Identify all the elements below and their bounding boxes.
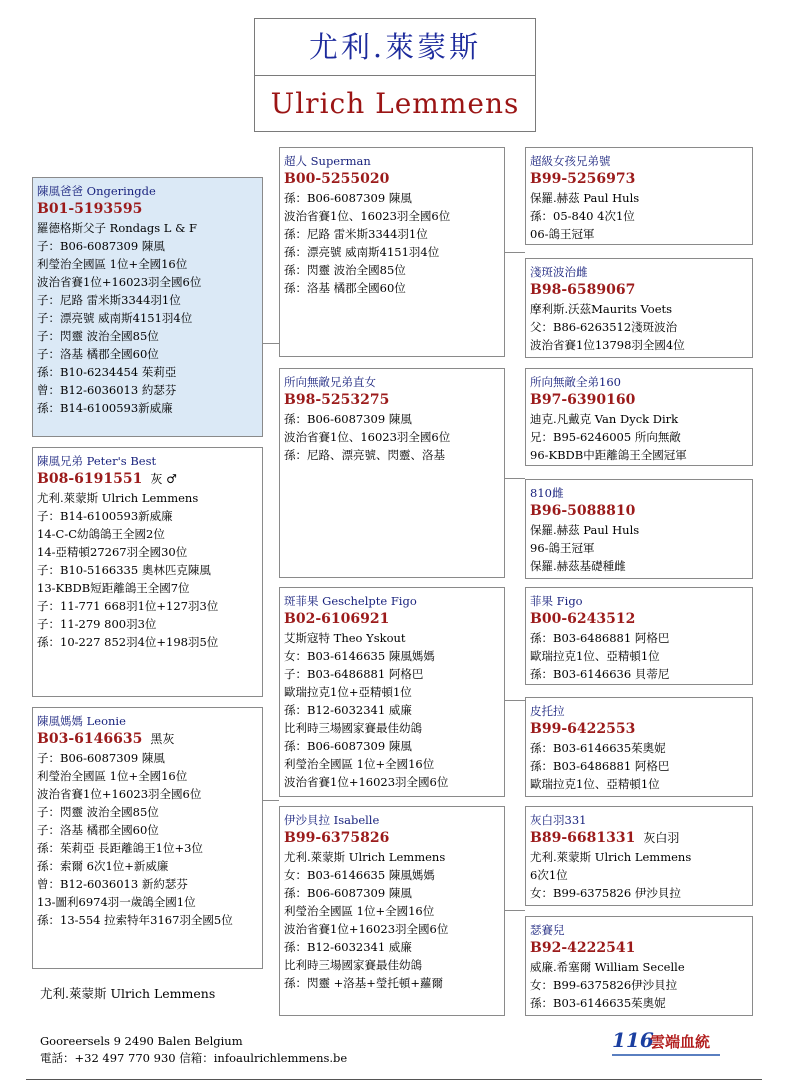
sire-brother-box bbox=[32, 447, 263, 697]
dds-lines bbox=[530, 848, 748, 902]
detail-line: 歐瑞拉克1位、亞精頓1位 bbox=[530, 649, 660, 663]
dsd-box bbox=[525, 697, 753, 797]
detail-line: 波治省賽1位+16023羽全國6位 bbox=[284, 775, 449, 789]
detail-line: 14-C-C幼鴿鴿王全國2位 bbox=[37, 527, 165, 541]
detail-line: 孫：索爾 6次1位+新威廉 bbox=[37, 859, 169, 873]
detail-line: 子：尼路 雷米斯3344羽1位 bbox=[37, 293, 181, 307]
dam-sire-lines bbox=[284, 629, 500, 791]
dsd-ring: B99-6422553 bbox=[530, 721, 636, 737]
detail-line: 孫：閃靈 波治全國85位 bbox=[284, 263, 406, 277]
detail-line: 子：B06-6087309 陳風 bbox=[37, 239, 165, 253]
connector bbox=[505, 910, 525, 911]
sds-lines bbox=[530, 410, 748, 464]
detail-line: 孫：B10-6234454 茱莉亞 bbox=[37, 365, 177, 379]
detail-line: 子：閃靈 波治全國85位 bbox=[37, 805, 159, 819]
sdd-ring: B96-5088810 bbox=[530, 503, 636, 519]
detail-line: 子：洛基 橘郡全國60位 bbox=[37, 347, 159, 361]
detail-line: 女：B99-6375826 伊沙貝拉 bbox=[530, 886, 681, 900]
detail-line: 兄：B95-6246005 所向無敵 bbox=[530, 430, 681, 444]
detail-line: 孫：尼路 雷米斯3344羽1位 bbox=[284, 227, 428, 241]
detail-line: 曾：B12-6036013 約瑟芬 bbox=[37, 383, 177, 397]
sire-lines bbox=[37, 219, 258, 417]
connector bbox=[505, 252, 525, 253]
detail-line: 女：B03-6146635 陳風媽媽 bbox=[284, 649, 435, 663]
dam-lines bbox=[37, 749, 258, 929]
detail-line: 13-圖利6974羽一歲鴿全國1位 bbox=[37, 895, 196, 909]
ddd-name: 瑟賽兒 bbox=[530, 923, 565, 937]
sds-name: 所向無敵全弟160 bbox=[530, 375, 621, 389]
detail-line: 女：B99-6375826伊沙貝拉 bbox=[530, 978, 678, 992]
detail-line: 子：閃靈 波治全國85位 bbox=[37, 329, 159, 343]
detail-line: 孫：13-554 拉索特年3167羽全國5位 bbox=[37, 913, 233, 927]
detail-line: 保羅.赫茲基礎種雌 bbox=[530, 559, 626, 573]
detail-line: 子：B14-6100593新威廉 bbox=[37, 509, 173, 523]
sire-sire-lines bbox=[284, 189, 500, 297]
sss-name: 超級女孩兄弟號 bbox=[530, 154, 611, 168]
detail-line: 尤利.萊蒙斯 Ulrich Lemmens bbox=[530, 850, 692, 864]
detail-line: 子：B10-5166335 奧林匹克陳風 bbox=[37, 563, 211, 577]
dam-dam-box bbox=[279, 806, 505, 1016]
detail-line: 孫：05-840 4次1位 bbox=[530, 209, 635, 223]
detail-line: 子：11-279 800羽3位 bbox=[37, 617, 157, 631]
sire-brother-ring: B08-6191551 灰 ♂ bbox=[37, 471, 177, 487]
detail-line: 波治省賽1位、16023羽全國6位 bbox=[284, 209, 451, 223]
breeder-signature: 尤利.萊蒙斯 Ulrich Lemmens bbox=[40, 986, 216, 1001]
detail-line: 父：B86-6263512淺斑波治 bbox=[530, 320, 678, 334]
detail-line: 子：11-771 668羽1位+127羽3位 bbox=[37, 599, 219, 613]
breeder-contact: 電話：+32 497 770 930 信箱：infoaulrichlemmens.be bbox=[40, 1051, 348, 1065]
dsd-name: 皮托拉 bbox=[530, 704, 565, 718]
detail-line: 尤利.萊蒙斯 Ulrich Lemmens bbox=[37, 491, 199, 505]
detail-line: 孫：B03-6146635茱奧妮 bbox=[530, 996, 666, 1010]
detail-line: 孫：漂亮號 威南斯4151羽4位 bbox=[284, 245, 440, 259]
detail-line: 孫：閃靈 +洛基+瑩托頓+蘿爾 bbox=[284, 976, 444, 990]
sdd-box bbox=[525, 479, 753, 579]
detail-line: 利瑩治全國區 1位+全國16位 bbox=[284, 904, 435, 918]
detail-line: 孫：B03-6146636 貝蒂尼 bbox=[530, 667, 670, 681]
detail-line: 迪克.凡戴克 Van Dyck Dirk bbox=[530, 412, 679, 426]
detail-line: 波治省賽1位+16023羽全國6位 bbox=[284, 922, 449, 936]
pigeon-name-chinese: 尤利.萊蒙斯 bbox=[255, 19, 535, 76]
dsd-lines bbox=[530, 739, 748, 793]
detail-line: 波治省賽1位、16023羽全國6位 bbox=[284, 430, 451, 444]
title-box bbox=[254, 18, 536, 132]
sire-dam-lines bbox=[284, 410, 500, 464]
sire-dam-name: 所向無敵兄弟直女 bbox=[284, 375, 376, 389]
detail-line: 孫：B03-6146635茱奧妮 bbox=[530, 741, 666, 755]
dss-lines bbox=[530, 629, 748, 683]
dam-dam-name: 伊沙貝拉 Isabelle bbox=[284, 813, 380, 827]
sire-dam-ring: B98-5253275 bbox=[284, 392, 390, 408]
sdd-name: 810雌 bbox=[530, 486, 564, 500]
dam-sire-ring: B02-6106921 bbox=[284, 611, 390, 627]
dds-box bbox=[525, 806, 753, 906]
sire-ring: B01-5193595 bbox=[37, 201, 143, 217]
detail-line: 波治省賽1位13798羽全國4位 bbox=[530, 338, 685, 352]
detail-line: 96-KBDB中距離鴿王全國冠軍 bbox=[530, 448, 687, 462]
pigeon-name-english: Ulrich Lemmens bbox=[270, 87, 520, 120]
dam-dam-ring: B99-6375826 bbox=[284, 830, 390, 846]
detail-line: 孫：B14-6100593新威廉 bbox=[37, 401, 173, 415]
detail-line: 孫：B12-6032341 威廉 bbox=[284, 940, 412, 954]
breeder-address: Gooreersels 9 2490 Balen Belgium bbox=[40, 1034, 243, 1048]
dam-name: 陳風媽媽 Leonie bbox=[37, 714, 126, 728]
detail-line: 06-鴿王冠軍 bbox=[530, 227, 595, 241]
connector bbox=[505, 478, 525, 479]
dam-ring: B03-6146635 黑灰 bbox=[37, 731, 175, 747]
detail-line: 歐瑞拉克1位+亞精頓1位 bbox=[284, 685, 412, 699]
detail-line: 孫：洛基 橘郡全國60位 bbox=[284, 281, 406, 295]
sdd-lines bbox=[530, 521, 748, 575]
detail-line: 保羅.赫茲 Paul Huls bbox=[530, 523, 640, 537]
detail-line: 6次1位 bbox=[530, 868, 568, 882]
dds-name: 灰白羽331 bbox=[530, 813, 587, 827]
detail-line: 波治省賽1位+16023羽全國6位 bbox=[37, 275, 202, 289]
detail-line: 艾斯寇特 Theo Yskout bbox=[284, 631, 406, 645]
detail-line: 子：B06-6087309 陳風 bbox=[37, 751, 165, 765]
detail-line: 子：B03-6486881 阿格巴 bbox=[284, 667, 424, 681]
dam-box bbox=[32, 707, 263, 969]
connector bbox=[263, 343, 279, 344]
sire-sire-name: 超人 Superman bbox=[284, 154, 371, 168]
detail-line: 比利時三場國家賽最佳幼鴿 bbox=[284, 721, 422, 735]
sds-box bbox=[525, 368, 753, 466]
dam-sire-name: 斑菲果 Geschelpte Figo bbox=[284, 594, 417, 608]
sss-lines bbox=[530, 189, 748, 243]
sire-box bbox=[32, 177, 263, 437]
ddd-ring: B92-4222541 bbox=[530, 940, 636, 956]
sss-box bbox=[525, 147, 753, 245]
ddd-box bbox=[525, 916, 753, 1016]
detail-line: 孫：B06-6087309 陳風 bbox=[284, 412, 412, 426]
detail-line: 孫：B03-6486881 阿格巴 bbox=[530, 631, 670, 645]
detail-line: 子：洛基 橘郡全國60位 bbox=[37, 823, 159, 837]
detail-line: 孫：B06-6087309 陳風 bbox=[284, 191, 412, 205]
detail-line: 女：B03-6146635 陳風媽媽 bbox=[284, 868, 435, 882]
detail-line: 孫：B06-6087309 陳風 bbox=[284, 886, 412, 900]
ddd-lines bbox=[530, 958, 748, 1012]
detail-line: 孫：茱莉亞 長距離鴿王1位+3位 bbox=[37, 841, 203, 855]
detail-line: 曾：B12-6036013 新約瑟芬 bbox=[37, 877, 188, 891]
dds-ring: B89-6681331 灰白羽 bbox=[530, 830, 680, 846]
dss-ring: B00-6243512 bbox=[530, 611, 636, 627]
detail-line: 威廉.希塞爾 William Secelle bbox=[530, 960, 685, 974]
detail-line: 摩利斯.沃茲Maurits Voets bbox=[530, 302, 673, 316]
bottom-rule bbox=[26, 1079, 762, 1080]
detail-line: 比利時三場國家賽最佳幼鴿 bbox=[284, 958, 422, 972]
connector bbox=[263, 800, 279, 801]
detail-line: 孫：尼路、漂亮號、閃靈、洛基 bbox=[284, 448, 445, 462]
sire-brother-name: 陳風兄弟 Peter's Best bbox=[37, 454, 157, 468]
ssd-ring: B98-6589067 bbox=[530, 282, 636, 298]
site-logo: 116 雲端血統 bbox=[612, 1028, 722, 1058]
detail-line: 利瑩治全國區 1位+全國16位 bbox=[284, 757, 435, 771]
detail-line: 孫：10-227 852羽4位+198羽5位 bbox=[37, 635, 219, 649]
sss-ring: B99-5256973 bbox=[530, 171, 636, 187]
ssd-lines bbox=[530, 300, 748, 354]
detail-line: 羅德格斯父子 Rondags L & F bbox=[37, 221, 197, 235]
detail-line: 孫：B12-6032341 威廉 bbox=[284, 703, 412, 717]
detail-line: 孫：B06-6087309 陳風 bbox=[284, 739, 412, 753]
dss-box bbox=[525, 587, 753, 685]
detail-line: 13-KBDB短距離鴿王全國7位 bbox=[37, 581, 190, 595]
detail-line: 歐瑞拉克1位、亞精頓1位 bbox=[530, 777, 660, 791]
sire-sire-box bbox=[279, 147, 505, 357]
sire-name: 陳風爸爸 Ongeringde bbox=[37, 184, 156, 198]
ssd-box bbox=[525, 258, 753, 358]
detail-line: 利瑩治全國區 1位+全國16位 bbox=[37, 257, 188, 271]
detail-line: 尤利.萊蒙斯 Ulrich Lemmens bbox=[284, 850, 446, 864]
ssd-name: 淺斑波治雌 bbox=[530, 265, 588, 279]
detail-line: 96-鴿王冠軍 bbox=[530, 541, 595, 555]
detail-line: 保羅.赫茲 Paul Huls bbox=[530, 191, 640, 205]
sire-dam-box bbox=[279, 368, 505, 578]
sds-ring: B97-6390160 bbox=[530, 392, 636, 408]
detail-line: 14-亞精頓27267羽全國30位 bbox=[37, 545, 188, 559]
connector bbox=[505, 700, 525, 701]
detail-line: 孫：B03-6486881 阿格巴 bbox=[530, 759, 670, 773]
sire-sire-ring: B00-5255020 bbox=[284, 171, 390, 187]
sire-brother-lines bbox=[37, 489, 258, 651]
dss-name: 菲果 Figo bbox=[530, 594, 583, 608]
detail-line: 子：漂亮號 威南斯4151羽4位 bbox=[37, 311, 193, 325]
dam-dam-lines bbox=[284, 848, 500, 992]
detail-line: 波治省賽1位+16023羽全國6位 bbox=[37, 787, 202, 801]
dam-sire-box bbox=[279, 587, 505, 797]
detail-line: 利瑩治全國區 1位+全國16位 bbox=[37, 769, 188, 783]
